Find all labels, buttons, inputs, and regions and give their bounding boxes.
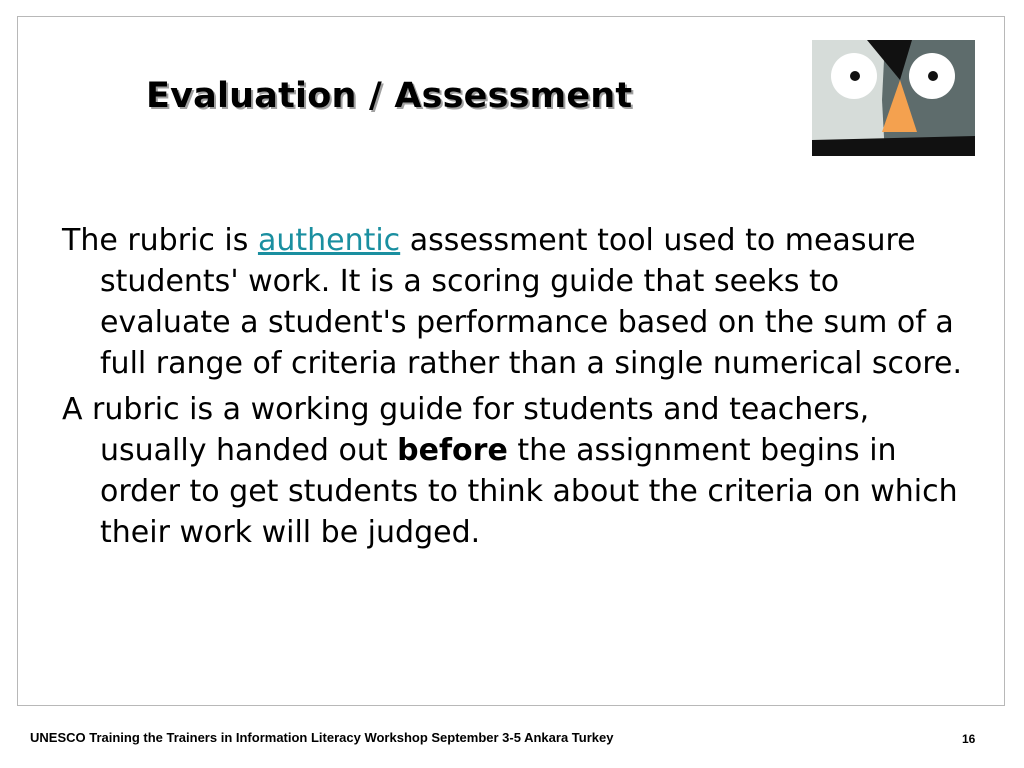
paragraph-1-text-start: The rubric is — [62, 223, 258, 258]
paragraph-rubric-definition — [62, 220, 977, 384]
slide-body — [62, 220, 977, 558]
paragraph-1-text-end: assessment tool used to measure students' work. It is a scoring guide that seeks to evaluate a student's performance based on the sum of a full range of criteria rather than a single numerical score. — [100, 223, 963, 381]
paragraph-2-bold-word: before — [397, 433, 508, 468]
authentic-link[interactable]: authentic — [257, 223, 401, 258]
paragraph-2-text-start: A rubric is a working guide for students and teachers, usually handed out — [62, 392, 870, 468]
page-number: 16 — [962, 732, 976, 746]
paragraph-2-text-end: the assignment begins in order to get students to think about the criteria on which their work will be judged. — [100, 433, 958, 550]
paragraph-rubric-guide — [62, 389, 977, 553]
owl-face-icon — [812, 40, 975, 156]
footer-text: UNESCO Training the Trainers in Information Literacy Workshop September 3-5 Ankara Turkey — [30, 730, 614, 745]
slide-title: Evaluation / Assessment — [146, 76, 633, 116]
